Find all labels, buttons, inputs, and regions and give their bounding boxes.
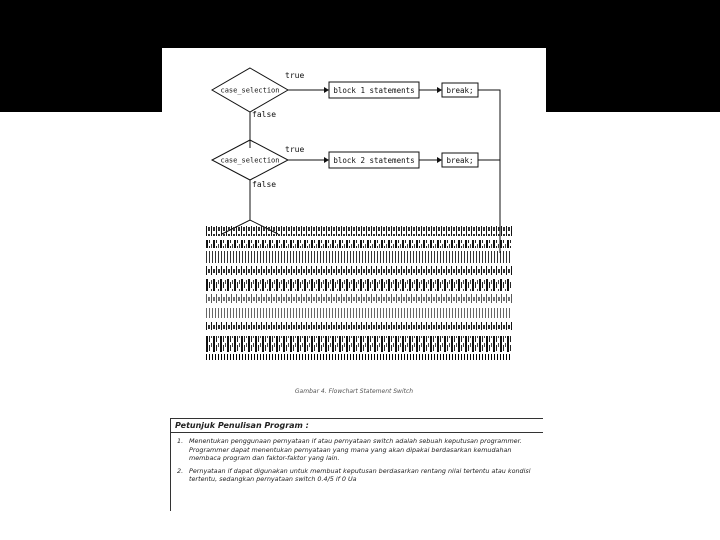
scan-noise-region [206, 226, 512, 362]
case2-true-label: true [285, 145, 305, 154]
case1-true-label: true [285, 71, 305, 80]
scanned-document [162, 48, 546, 510]
case1-false-label: false [252, 110, 277, 119]
guide-item-text: Pernyataan if dapat digunakan untuk membuat keputusan berdasarkan rentang nilai tertentu atau kondisi tertentu, sedangkan pernyataan switch 0.4/5 if 0 Ua [189, 466, 531, 484]
guide-item [177, 437, 539, 463]
arrowhead [437, 87, 442, 93]
guide-item [177, 466, 539, 484]
break1-label: break; [446, 86, 474, 95]
arrowhead [437, 157, 442, 163]
guide-item-number: 1. [177, 437, 184, 445]
block1-label: block 1 statements [333, 86, 415, 95]
figure-caption: Gambar 4. Flowchart Statement Switch [294, 388, 414, 395]
guide-title: Petunjuk Penulisan Program : [175, 421, 309, 430]
block2-label: block 2 statements [333, 156, 415, 165]
guide-item-number: 2. [177, 466, 184, 475]
arrowhead [324, 157, 329, 163]
guide-title-divider [171, 432, 543, 433]
break2-label: break; [446, 156, 474, 165]
programming-guide-box [170, 418, 543, 511]
break1-exit-line [478, 90, 500, 108]
case1-decision-label: case_selection [220, 86, 280, 95]
guide-item-text: Menentukan penggunaan pernyataan if atau pernyataan switch adalah sebuah keputusan programmer. Programmer dapat menentukan pernyataan yang mana yang akan dipakai berdasarkan kemudahan membaca program dan faktor-faktor yang lain. [189, 437, 522, 463]
arrowhead [324, 87, 329, 93]
case2-false-label: false [252, 180, 277, 189]
case2-decision-label: case_selection [220, 156, 280, 165]
